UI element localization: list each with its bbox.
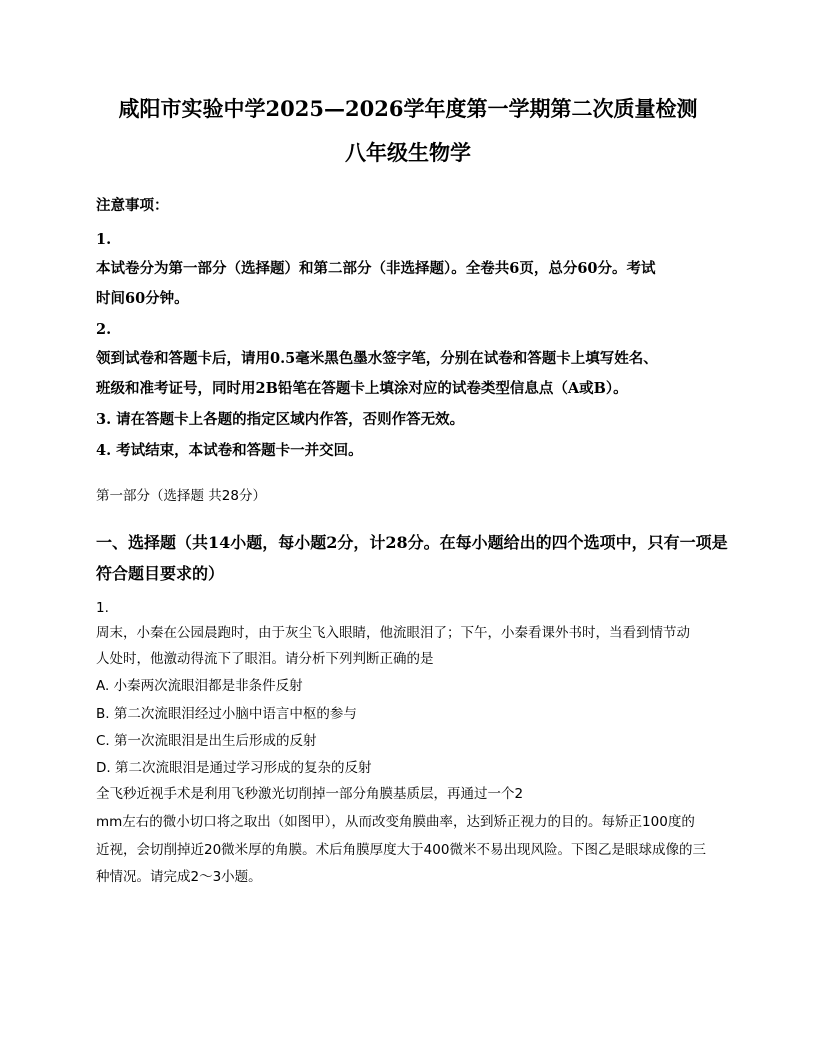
question-1-option-b: B. 第二次流眼泪经过小脑中语言中枢的参与 xyxy=(96,706,357,722)
passage-line-2: mm左右的微小切口将之取出（如图甲），从而改变角膜曲率，达到矫正视力的目的。每矫正100度的 xyxy=(96,814,695,830)
notice-item-1-line-1: 本试卷分为第一部分（选择题）和第二部分（非选择题）。全卷共6页，总分60分。考试 xyxy=(96,260,656,277)
passage-line-4: 种情况。请完成2～3小题。 xyxy=(96,869,262,885)
question-1-stem-line-1: 周末，小秦在公园晨跑时，由于灰尘飞入眼睛，他流眼泪了；下午，小秦看课外书时，当看到情节动 xyxy=(96,625,690,641)
question-1-option-d: D. 第二次流眼泪是通过学习形成的复杂的反射 xyxy=(96,760,372,776)
notice-item-1-line-2: 时间60分钟。 xyxy=(96,290,189,307)
notice-item-2-line-1: 领到试卷和答题卡后，请用0.5毫米黑色墨水签字笔，分别在试卷和答题卡上填写姓名、 xyxy=(96,350,658,367)
notice-item-2-number: 2. xyxy=(96,321,112,338)
question-1-option-a: A. 小秦两次流眼泪都是非条件反射 xyxy=(96,678,303,694)
section-heading-line-2: 符合题目要求的） xyxy=(96,564,225,583)
question-1-option-c: C. 第一次流眼泪是出生后形成的反射 xyxy=(96,733,317,749)
notice-item-1-number: 1. xyxy=(96,231,112,248)
section-heading-line-1: 一、选择题（共14小题，每小题2分，计28分。在每小题给出的四个选项中，只有一项是 xyxy=(96,533,728,552)
passage-line-3: 近视，会切削掉近20微米厚的角膜。术后角膜厚度大于400微米不易出现风险。下图乙是眼球成像的三 xyxy=(96,842,706,858)
part-one-label: 第一部分（选择题 共28分） xyxy=(96,488,266,504)
passage-line-1: 全飞秒近视手术是利用飞秒激光切削掉一部分角膜基质层，再通过一个2 xyxy=(96,786,524,802)
question-1-stem-line-2: 人处时，他激动得流下了眼泪。请分析下列判断正确的是 xyxy=(96,651,434,667)
notice-item-2-line-2: 班级和准考证号，同时用2B铅笔在答题卡上填涂对应的试卷类型信息点（A或B）。 xyxy=(96,380,628,397)
question-1-number: 1. xyxy=(96,600,109,616)
notice-item-4: 4. 考试结束，本试卷和答题卡一并交回。 xyxy=(96,442,363,459)
notice-item-3: 3. 请在答题卡上各题的指定区域内作答，否则作答无效。 xyxy=(96,411,465,428)
exam-title: 咸阳市实验中学2025—2026学年度第一学期第二次质量检测 xyxy=(118,96,698,121)
exam-subtitle: 八年级生物学 xyxy=(345,140,471,165)
notice-heading: 注意事项： xyxy=(96,197,169,214)
